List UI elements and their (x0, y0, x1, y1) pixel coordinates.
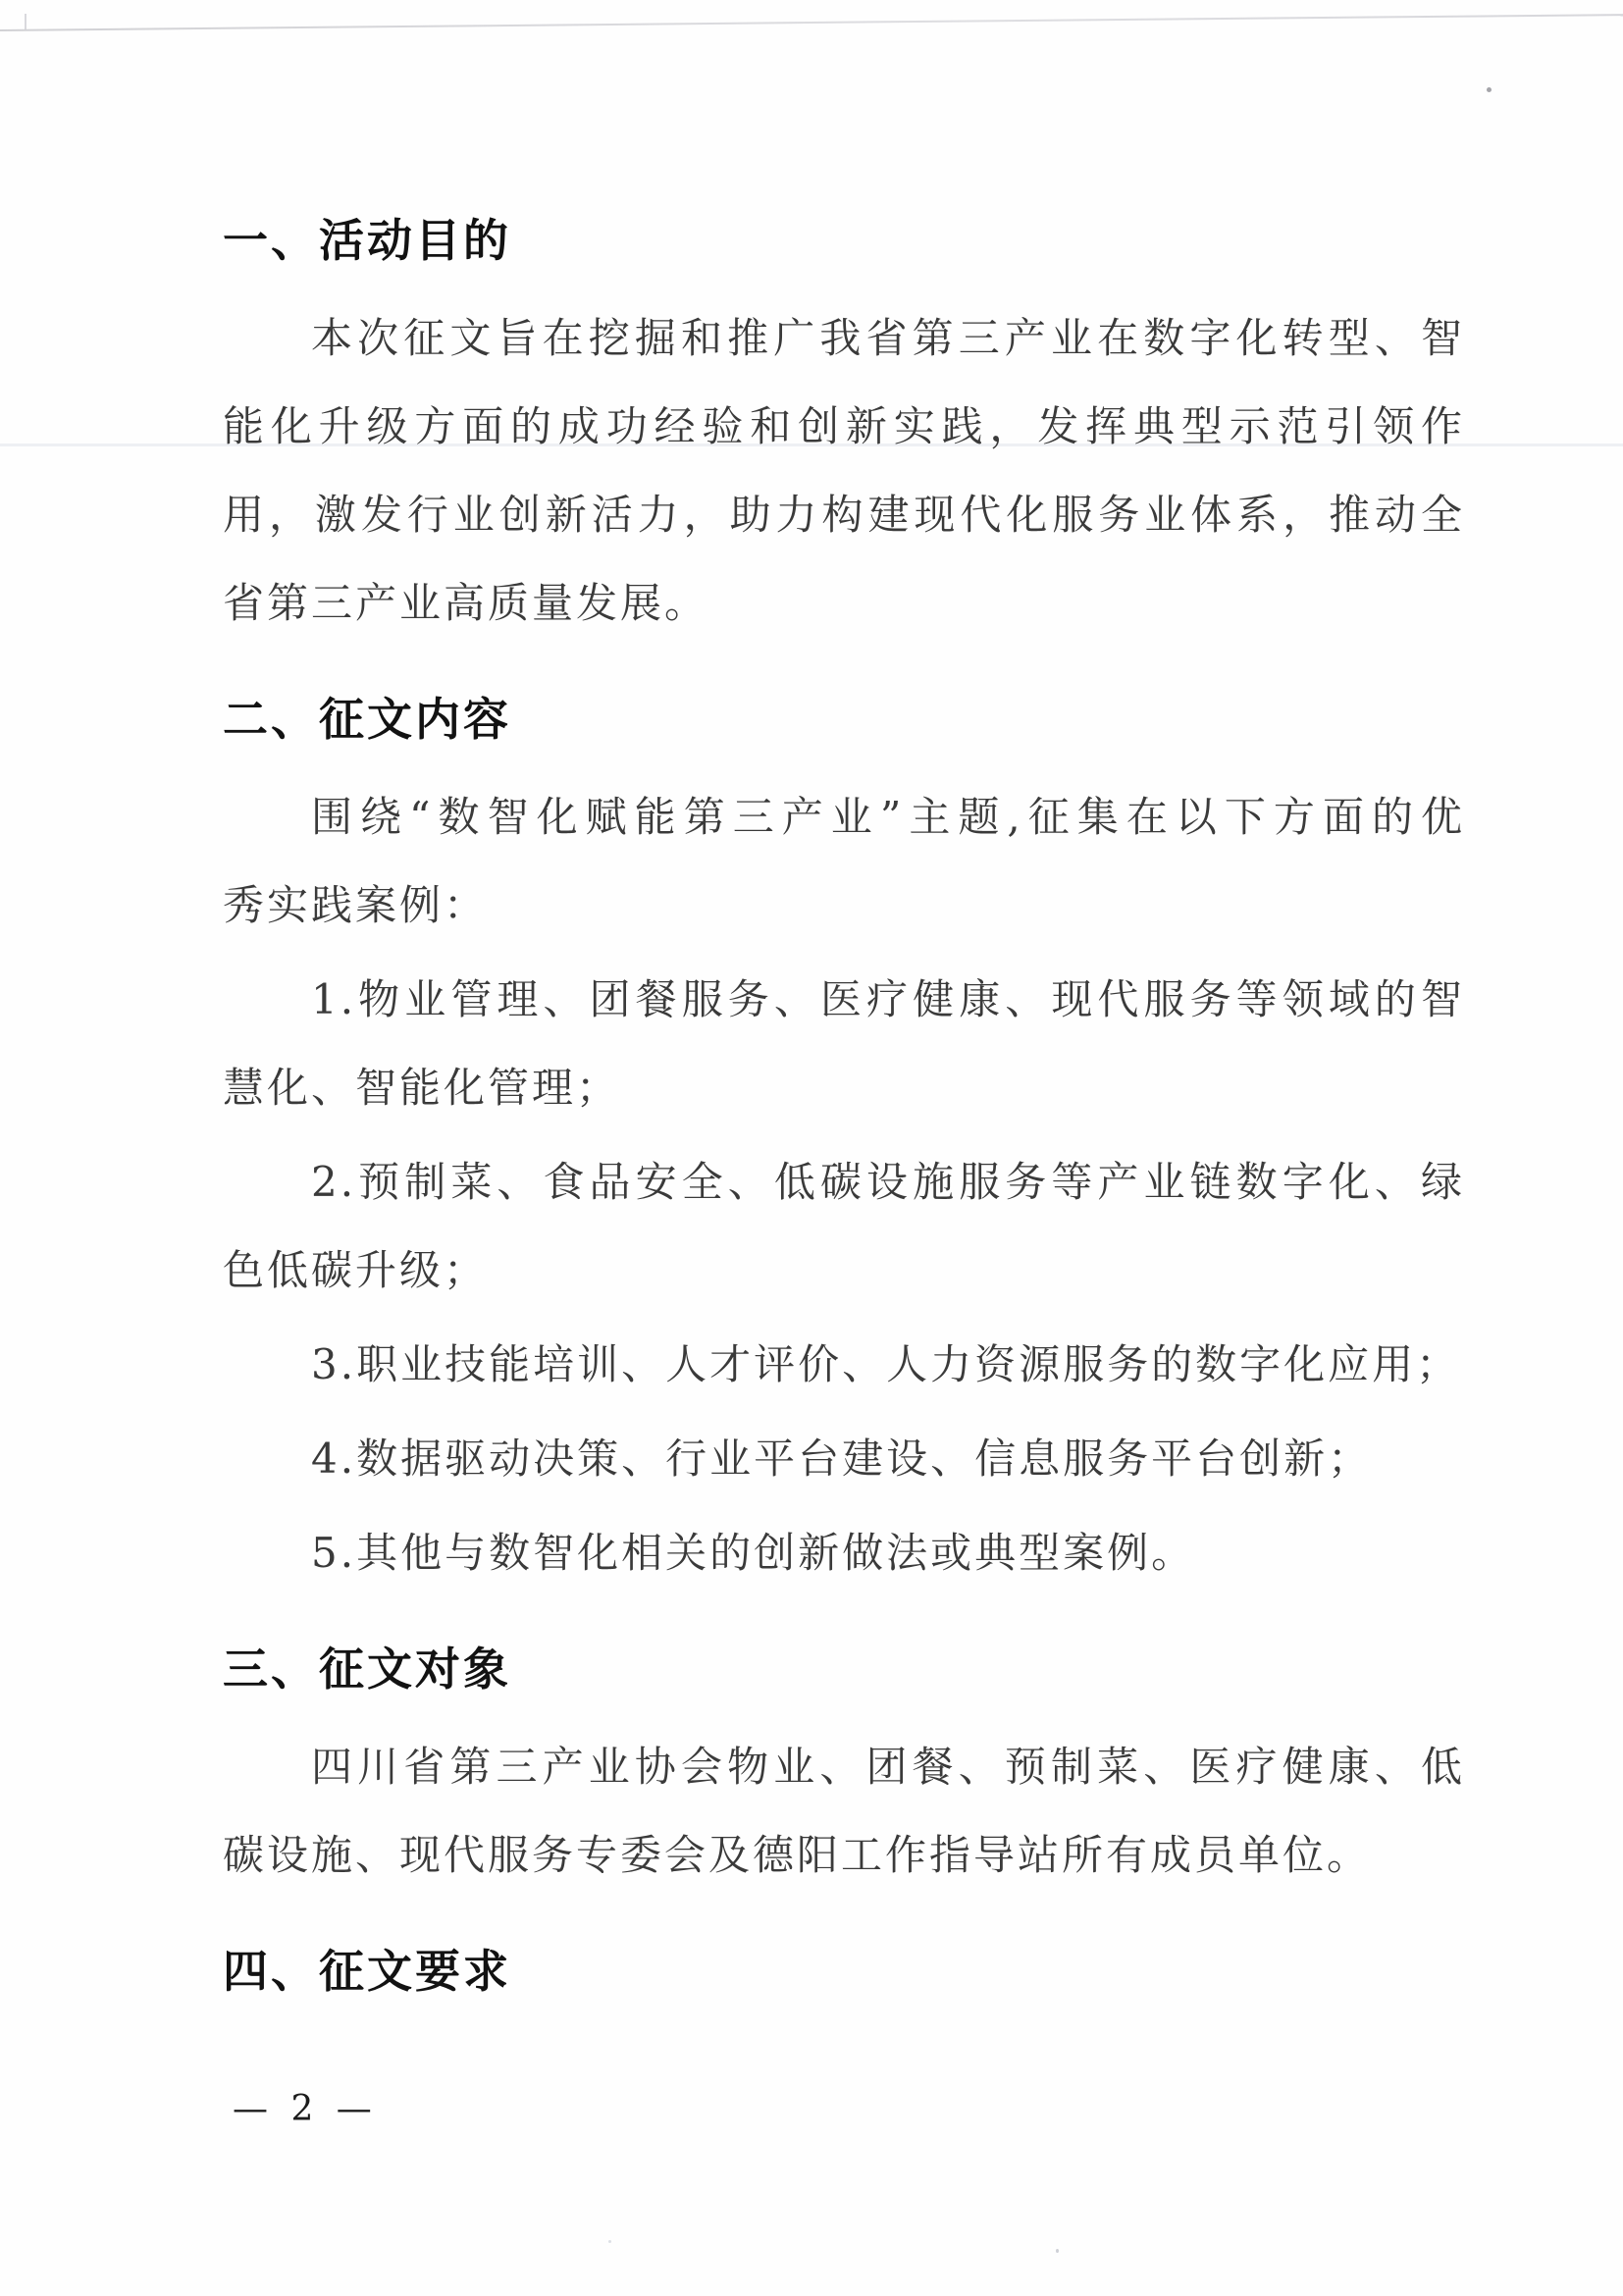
text-line: 秀实践案例： (223, 881, 489, 929)
section-heading: 一、活动目的 (223, 214, 511, 267)
page-number: — 2 — (233, 2089, 378, 2129)
text-line: 能化升级方面的成功经验和创新实践，发挥典型示范引领作 (223, 402, 1465, 450)
paragraph (223, 773, 1465, 950)
text-line: 色低碳升级； (223, 1246, 489, 1294)
text-line: 碳设施、现代服务专委会及德阳工作指导站所有成员单位。 (223, 1831, 1372, 1879)
paragraph (223, 1321, 1465, 1409)
text-line: 四川省第三产业协会物业、团餐、预制菜、医疗健康、低 (311, 1743, 1465, 1791)
text-line: 3.职业技能培训、人才评价、人力资源服务的数字化应用； (311, 1340, 1461, 1388)
paragraph (223, 1138, 1465, 1315)
paragraph (223, 956, 1465, 1132)
document-section (223, 1927, 1465, 2015)
text-line: 5.其他与数智化相关的创新做法或典型案例。 (311, 1529, 1196, 1577)
scan-speck (608, 2240, 611, 2243)
text-line: 4.数据驱动决策、行业平台建设、信息服务平台创新； (311, 1435, 1373, 1483)
text-line: 2.预制菜、食品安全、低碳设施服务等产业链数字化、绿 (311, 1158, 1465, 1206)
text-line: 慧化、智能化管理； (223, 1064, 621, 1112)
text-line: 省第三产业高质量发展。 (223, 579, 709, 627)
text-line: 1.物业管理、团餐服务、医疗健康、现代服务等领域的智 (311, 975, 1465, 1023)
section-heading: 二、征文内容 (223, 693, 511, 746)
paragraph (223, 1415, 1465, 1503)
paragraph (223, 1723, 1465, 1900)
document-section (223, 675, 1465, 1597)
section-heading: 四、征文要求 (223, 1945, 511, 1998)
section-heading: 三、征文对象 (223, 1643, 511, 1696)
text-line: 围绕“数智化赋能第三产业”主题,征集在以下方面的优 (311, 793, 1465, 841)
text-line: 本次征文旨在挖掘和推广我省第三产业在数字化转型、智 (311, 314, 1465, 362)
paragraph (223, 1509, 1465, 1597)
document-section (223, 1625, 1465, 1900)
paragraph (223, 294, 1465, 648)
document-section (223, 196, 1465, 648)
scan-speck (1056, 2249, 1059, 2253)
text-line: 用，激发行业创新活力，助力构建现代化服务业体系，推动全 (223, 491, 1465, 539)
